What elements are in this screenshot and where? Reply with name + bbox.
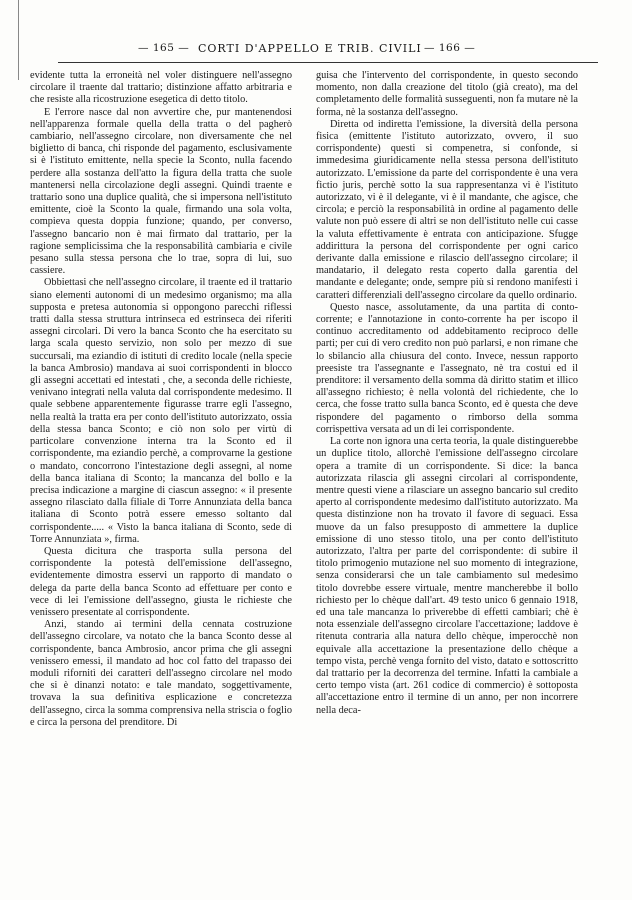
paragraph: evidente tutta la erroneità nel voler distinguere nell'assegno circolare il traente dal trattario; distinzione affatto arbitraria e che resiste alla ricostruzione esegetica di detto titolo. — [30, 70, 292, 106]
paragraph: Obbiettasi che nell'assegno circolare, il traente ed il trattario siano elementi autonomi di un medesimo organismo; ma alla supposta e pretesa autonomia si oppongono parecchi riflessi tratti dalla stessa struttura intrinseca ed estrinseca dei riferiti assegni circolari. Di vero la banca Sconto che ha esercitato su larga scala questo servizio, non solo per mezzo di sue succursali, ma eziandio di istituti di credito locale (nella specie la banca Ambrosio) mandava ai suoi corrispondenti in blocco gli assegni accettati ed intestati , che, a seconda delle richieste, venivano integrati nella valuta dal corrispondente medesimo. Il quale sebbene apparentemente figurasse trarre egli l'assegno, nella realtà la tratta era per conto dell'istituto autorizzato, ossia della stessa banca Sconto; e ciò non solo per virtù di particolare convenzione interna tra la Sconto ed il corrispondente, ma eziandio perchè, a comprovarne la gestione o mandato, concorrono l'intestazione degli assegni, al nome della banca italiana di Sconto; la mancanza del bollo e la precisa indicazione a margine di ciascun assegno: « il presente assegno rilasciato dalla filiale di Torre Annunziata della banca italiana di Sconto potrà essere emesso soltanto dal corrispondente..... « Visto la banca italiana di Sconto, sede di Torre Annunziata », firma. — [30, 277, 292, 545]
running-header — [58, 42, 598, 62]
header-rule — [58, 62, 598, 63]
running-title: CORTI D'APPELLO E TRIB. CIVILI — [198, 42, 422, 55]
paragraph: guisa che l'intervento del corrispondente, in questo secondo momento, non dalla creazione del titolo (già creato), ma del completamento delle formalità susseguenti, non fa mutare nè la forma, nè la sostanza dell'assegno. — [316, 70, 578, 118]
left-column — [30, 70, 292, 729]
paragraph: Questa dicitura che trasporta sulla persona del corrispondente la potestà dell'emissione dell'assegno, evidentemente dimostra esservi un rapporto di mandato o delega da parte della banca Sconto ad effettuare per conto e vece di lei l'emissione dell'assegno, giusta le richieste che venissero presentate al corrispondente. — [30, 545, 292, 618]
page-number-right: — 166 — — [424, 42, 476, 54]
right-column — [316, 70, 578, 717]
paragraph: Diretta od indiretta l'emissione, la diversità della persona fisica (emittente l'istituto autorizzato, ovvero, il suo corrispondente) questi si compenetra, si confonde, si immedesima giuridicamente nella stessa persona dell'istituto autorizzato. L'emissione da parte del corrispondente è una vera fictio juris, perchè sotto la sua rappresentanza vi è l'istituto autorizzato, vi è il delegante, vi è il mandante, che agisce, che circola; e perciò la responsabilità in ordine al pagamento delle valute non può essere di altri se non dell'istituto nelle cui casse la valuta effettivamente è entrata con anticipazione. Sfugge addirittura la persona del corrispondente per ogni carico derivante dalla emissione e rilascio dell'assegno circolare; il mandatario, il delegato resta coperto dalla garentia del mandante e delegante; onde, sempre più si rendono manifesti i caratteri differenziali dell'assegno circolare da quello ordinario. — [316, 118, 578, 301]
page-edge-line — [18, 0, 19, 80]
paragraph: Anzi, stando ai termini della cennata costruzione dell'assegno circolare, va notato che la banca Sconto desse al corrispondente, banca Ambrosio, ancor prima che gli assegni venissero emessi, il mandato ad hoc col fatto del trapasso dei moduli rifornitì dei caratteri dell'assegno circolare nel modo che si è dinanzi notato: e tale mandato, soggettivamente, trovava la sua definitiva esplicazione e concretezza dell'assegno, circa la somma comprensiva nella striscia o foglio e circa la persona del prenditore. Di — [30, 619, 292, 728]
paragraph: Questo nasce, assolutamente, da una partita di conto-corrente; e l'annotazione in conto-corrente ha per iscopo il continuo accreditamento od addebitamento reciproco delle parti; per cui di vero credito non può parlarsi, e non rimane che lo sbilancio alla chiusura del conto. Invece, nessun rapporto preesiste tra l'assegnante e l'assegnato, nè tra costui ed il prenditore: il versamento della somma dà diritto statim et illico all'assegno richiesto; è nella volontà del richiedente, che lo cerca, che fosse tratto sulla banca Sconto, ed è questa che deve rispondere del pagamento o rimborso della somma corrispettiva versata ad un di lei corrispondente. — [316, 301, 578, 435]
paragraph: E l'errore nasce dal non avvertire che, pur mantenendosi nell'apparenza formale quella della tratta o del pagherò cambiario, nell'assegno circolare, non diversamente che nel biglietto di banca, chi risponde del pagamento, esclusivamente si è l'istituto emittente, nella specie la Sconto, nulla facendo perdere alla sostanza dell'atto la figura della tratta che suole mantenersi nella circolazione degli assegni. Quindi traente e trattario sono una duplice qualità, che si impersona nell'istituto emittente, cioè la Sconto la quale, firmando una sola volta, compieva questa doppia funzione; quando, per converso, l'assegno bancario non è mai firmato dal trattario, per la ragione semplicissima che la responsabilità cambiaria e civile pesano sulla stessa persona che lo trae, sopra di lui, suo cassiere. — [30, 106, 292, 277]
page-number-left: — 165 — — [138, 42, 190, 54]
paragraph: La corte non ignora una certa teoria, la quale distinguerebbe un duplice titolo, allorchè l'emissione dell'assegno circolare opera a tramite di un corrispondente. Si dice: la banca autorizzata rilascia gli assegni circolari al corrispondente, mentre questi viene a rilasciare un assegno bancario sul credito aperto al corrispondente medesimo dall'istituto autorizzato. Ma questa distinzione non ha trovato il favore di seguaci. Essa muove da un falso presupposto di ammettere la duplice emissione di uno stesso titolo, una per conto dell'istituto autorizzato, l'altra per parte del corrispondente: di subire il titolo primogenio mutazione nel suo momento di integrazione, senza considerarsi che un tale cambiamento sul medesimo titolo dovrebbe essere virtuale, mentre mancherebbe il bollo richiesto per lo chèque dall'art. 49 testo unico 6 gennaio 1918, ed una tale mancanza lo priverebbe di effetti cambiari; chè è nota essenziale dell'assegno circolare l'accettazione; laddove è ritenuta contraria alla natura dello chèque, imperocchè non equivale alla accettazione la presentazione dello chèque a tempo vista, perchè venga fornito del visto, datato e sottoscritto dal trattario per la decorrenza del termine. Infatti la cambiale a certo tempo vista (art. 261 codice di commercio) è sottoposta all'accettazione entro il termine di un anno, per non incorrere nella deca- — [316, 436, 578, 716]
